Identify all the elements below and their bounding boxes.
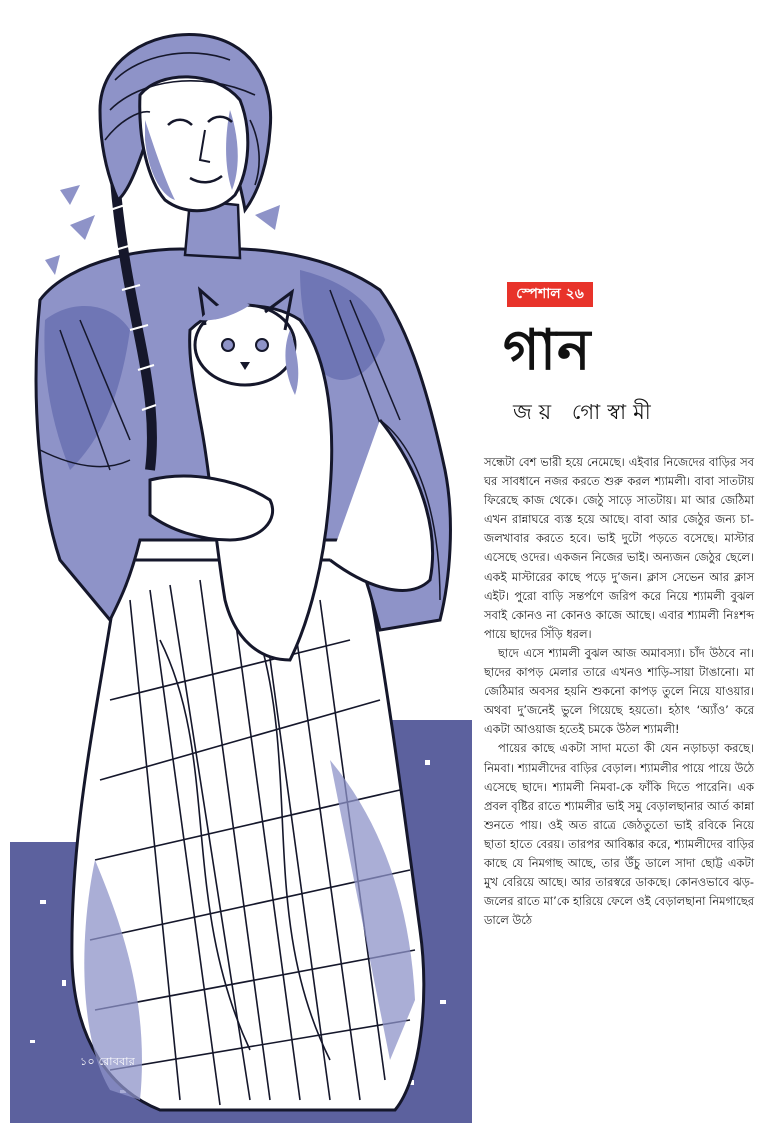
cat-eye-left (222, 339, 234, 351)
author-name: জয় গোস্বামী (513, 400, 658, 424)
article-paragraph: ছাদে এসে শ্যামলী বুঝল আজ অমাবস্যা। চাঁদ উঠবে না। ছাদের কাপড় মেলার তারে এখনও শাড়ি-সায়া টাঙানো। মা জেঠিমার অবসর হয়নি শুকনো কাপড় তুলে নিয়ে যাওয়ার। অথবা দু’জনেই ভুলে গিয়েছে হয়তো। হঠাৎ ‘অ্যাঁও’ করে একটা আওয়াজ হতেই চমকে উঠল শ্যামলী! (484, 645, 754, 737)
special-series-badge: স্পেশাল ২৬ (507, 282, 593, 307)
cat-eye-right (256, 339, 268, 351)
article-paragraph: সন্ধেটা বেশ ভারী হয়ে নেমেছে। এইবার নিজেদের বাড়ির সব ঘর সাবধানে নজর করতে শুরু করল শ্যামলী। বাবা সাতটায় ফিরেছে কাজ থেকে। জেঠু সাড়ে সাতটায়। মা আর জেঠিমা এখন রান্নাঘরে ব্যস্ত হয়ে আছে। বাবা আর জেঠুর জন্য চা-জলখাবার করতে হবে। ভাই দুটো পড়তে বসেছে। মাস্টার এসেছে ওদের। একজন নিজের ভাই। অন্যজন জেঠুর ছেলে। একই মাস্টারের কাছে পড়ে দু’জন। ক্লাস সেভেন আর ক্লাস এইট। পুরো বাড়ি সন্তর্পণে জরিপ করে নিয়ে শ্যামলী বুঝল সবাই কোনও না কোনও কাজে আছে। এবার শ্যামলী নিঃশব্দ পায়ে ছাদের সিঁড়ি ধরল। (484, 455, 754, 641)
article-title: গান (503, 318, 592, 383)
article-paragraph: পায়ের কাছে একটা সাদা মতো কী যেন নড়াচড়া করছে। নিমবা। শ্যামলীদের বাড়ির বেড়াল। শ্যামলীর পায়ে পায়ে উঠে এসেছে ছাদে। শ্যামলী নিমবা-কে ফাঁকি দিতে পারেনি। এক প্রবল বৃষ্টির রাতে শ্যামলীর ভাই সমু বেড়ালছানার আর্ত কান্না শুনতে পায়। ওই অত রাত্রে জেঠতুতো ভাই রবিকে নিয়ে ছাতা হাতে বেরয়। তারপর আবিষ্কার করে, শ্যামলীদের বাড়ির কাছে যে নিমগাছ আছে, তার উঁচু ডালে সাদা ছোট্ট একটা মুখ বেরিয়ে আছে। আর তারস্বরে ডাকছে। কোনওভাবে ঝড়-জলের রাতে মা’কে হারিয়ে ফেলে ওই বেড়ালছানা নিমগাছের ডালে উঠে (484, 741, 754, 928)
article-body (484, 453, 754, 930)
page-number-footer: ১০ রোববার (80, 1055, 136, 1068)
